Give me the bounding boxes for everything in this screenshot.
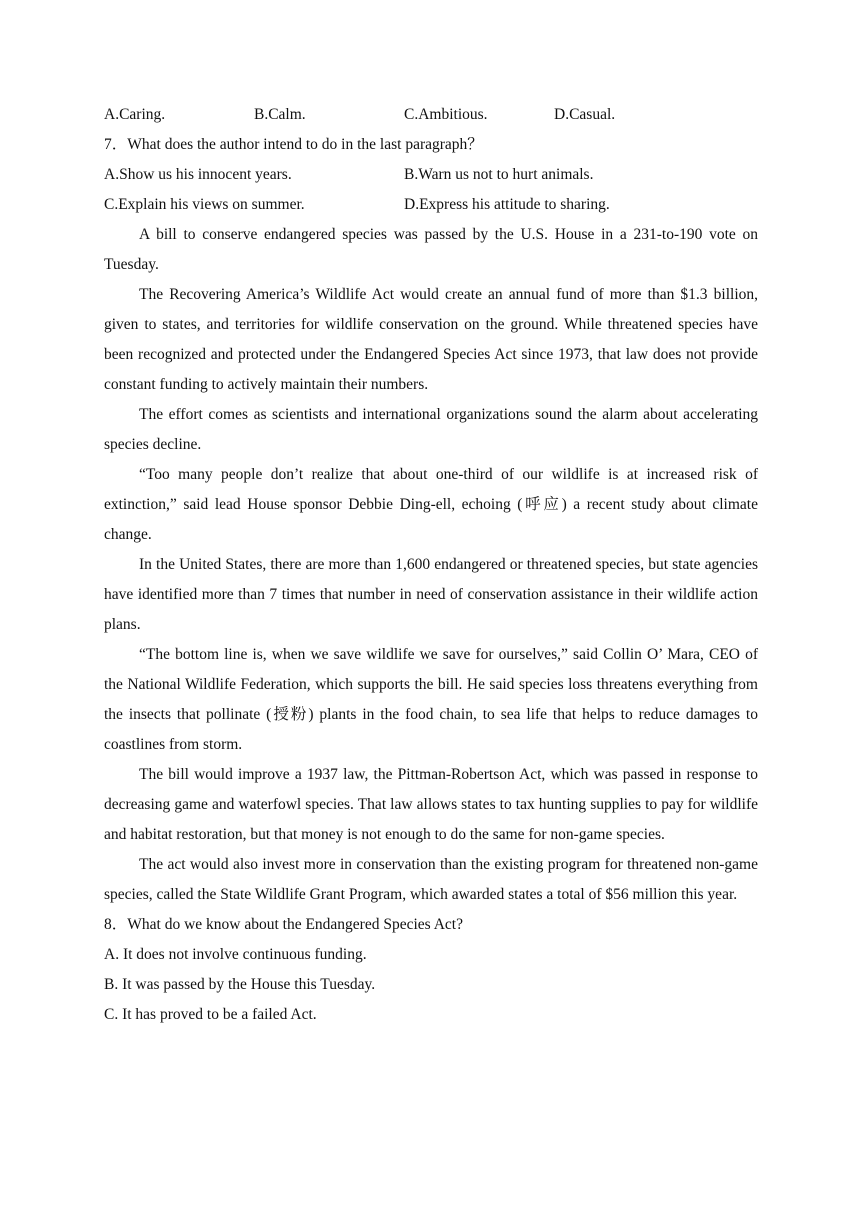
q8-question: 8．What do we know about the Endangered Species Act? [104,916,463,933]
passage-paragraph-5: In the United States, there are more than 1,600 endangered or threatened species, but state agencies have identified more than 7 times that number in need of conservation assistance in their wildlife action plans. [104,556,758,633]
q7-options-row-1 [104,160,758,190]
passage [104,220,758,910]
q6-options [104,100,758,130]
q8-option-a[interactable]: A. It does not involve continuous funding. [104,946,367,963]
passage-paragraph-4: “Too many people don’t realize that about one-third of our wildlife is at increased risk of extinction,” said lead House sponsor Debbie Ding-ell, echoing (呼应) a recent study about climate change. [104,466,758,543]
passage-paragraph-8: The act would also invest more in conservation than the existing program for threatened non-game species, called the State Wildlife Grant Program, which awarded states a total of $56 million this year. [104,856,758,903]
q8-option-c[interactable]: C. It has proved to be a failed Act. [104,1006,317,1023]
passage-paragraph-1: A bill to conserve endangered species was passed by the U.S. House in a 231-to-190 vote on Tuesday. [104,226,758,273]
q6-option-b[interactable]: B.Calm. [254,106,306,123]
passage-paragraph-6: “The bottom line is, when we save wildlife we save for ourselves,” said Collin O’ Mara, CEO of the National Wildlife Federation, which supports the bill. He said species loss threatens everything from the insects that pollinate (授粉) plants in the food chain, to sea life that helps to reduce damages to coastlines from storm. [104,646,758,753]
q8-option-b[interactable]: B. It was passed by the House this Tuesday. [104,976,376,993]
q6-option-d[interactable]: D.Casual. [554,106,616,123]
q6-option-c[interactable]: C.Ambitious. [404,106,488,123]
document-page [104,100,758,1030]
q6-option-a[interactable]: A.Caring. [104,106,166,123]
passage-paragraph-2: The Recovering America’s Wildlife Act would create an annual fund of more than $1.3 billion, given to states, and territories for wildlife conservation on the ground. While threatened species have been recognized and protected under the Endangered Species Act since 1973, that law does not provide constant funding to actively maintain their numbers. [104,286,758,393]
q7-options-row-2 [104,190,758,220]
q7-question: 7．What does the author intend to do in the last paragraph？ [104,136,483,153]
q7-option-b[interactable]: B.Warn us not to hurt animals. [404,166,594,183]
q7-option-a[interactable]: A.Show us his innocent years. [104,166,292,183]
q7-option-d[interactable]: D.Express his attitude to sharing. [404,196,610,213]
passage-paragraph-7: The bill would improve a 1937 law, the Pittman-Robertson Act, which was passed in response to decreasing game and waterfowl species. That law allows states to tax hunting supplies to pay for wildlife and habitat restoration, but that money is not enough to do the same for non-game species. [104,766,758,843]
q7-option-c[interactable]: C.Explain his views on summer. [104,196,305,213]
passage-paragraph-3: The effort comes as scientists and international organizations sound the alarm about accelerating species decline. [104,406,758,453]
